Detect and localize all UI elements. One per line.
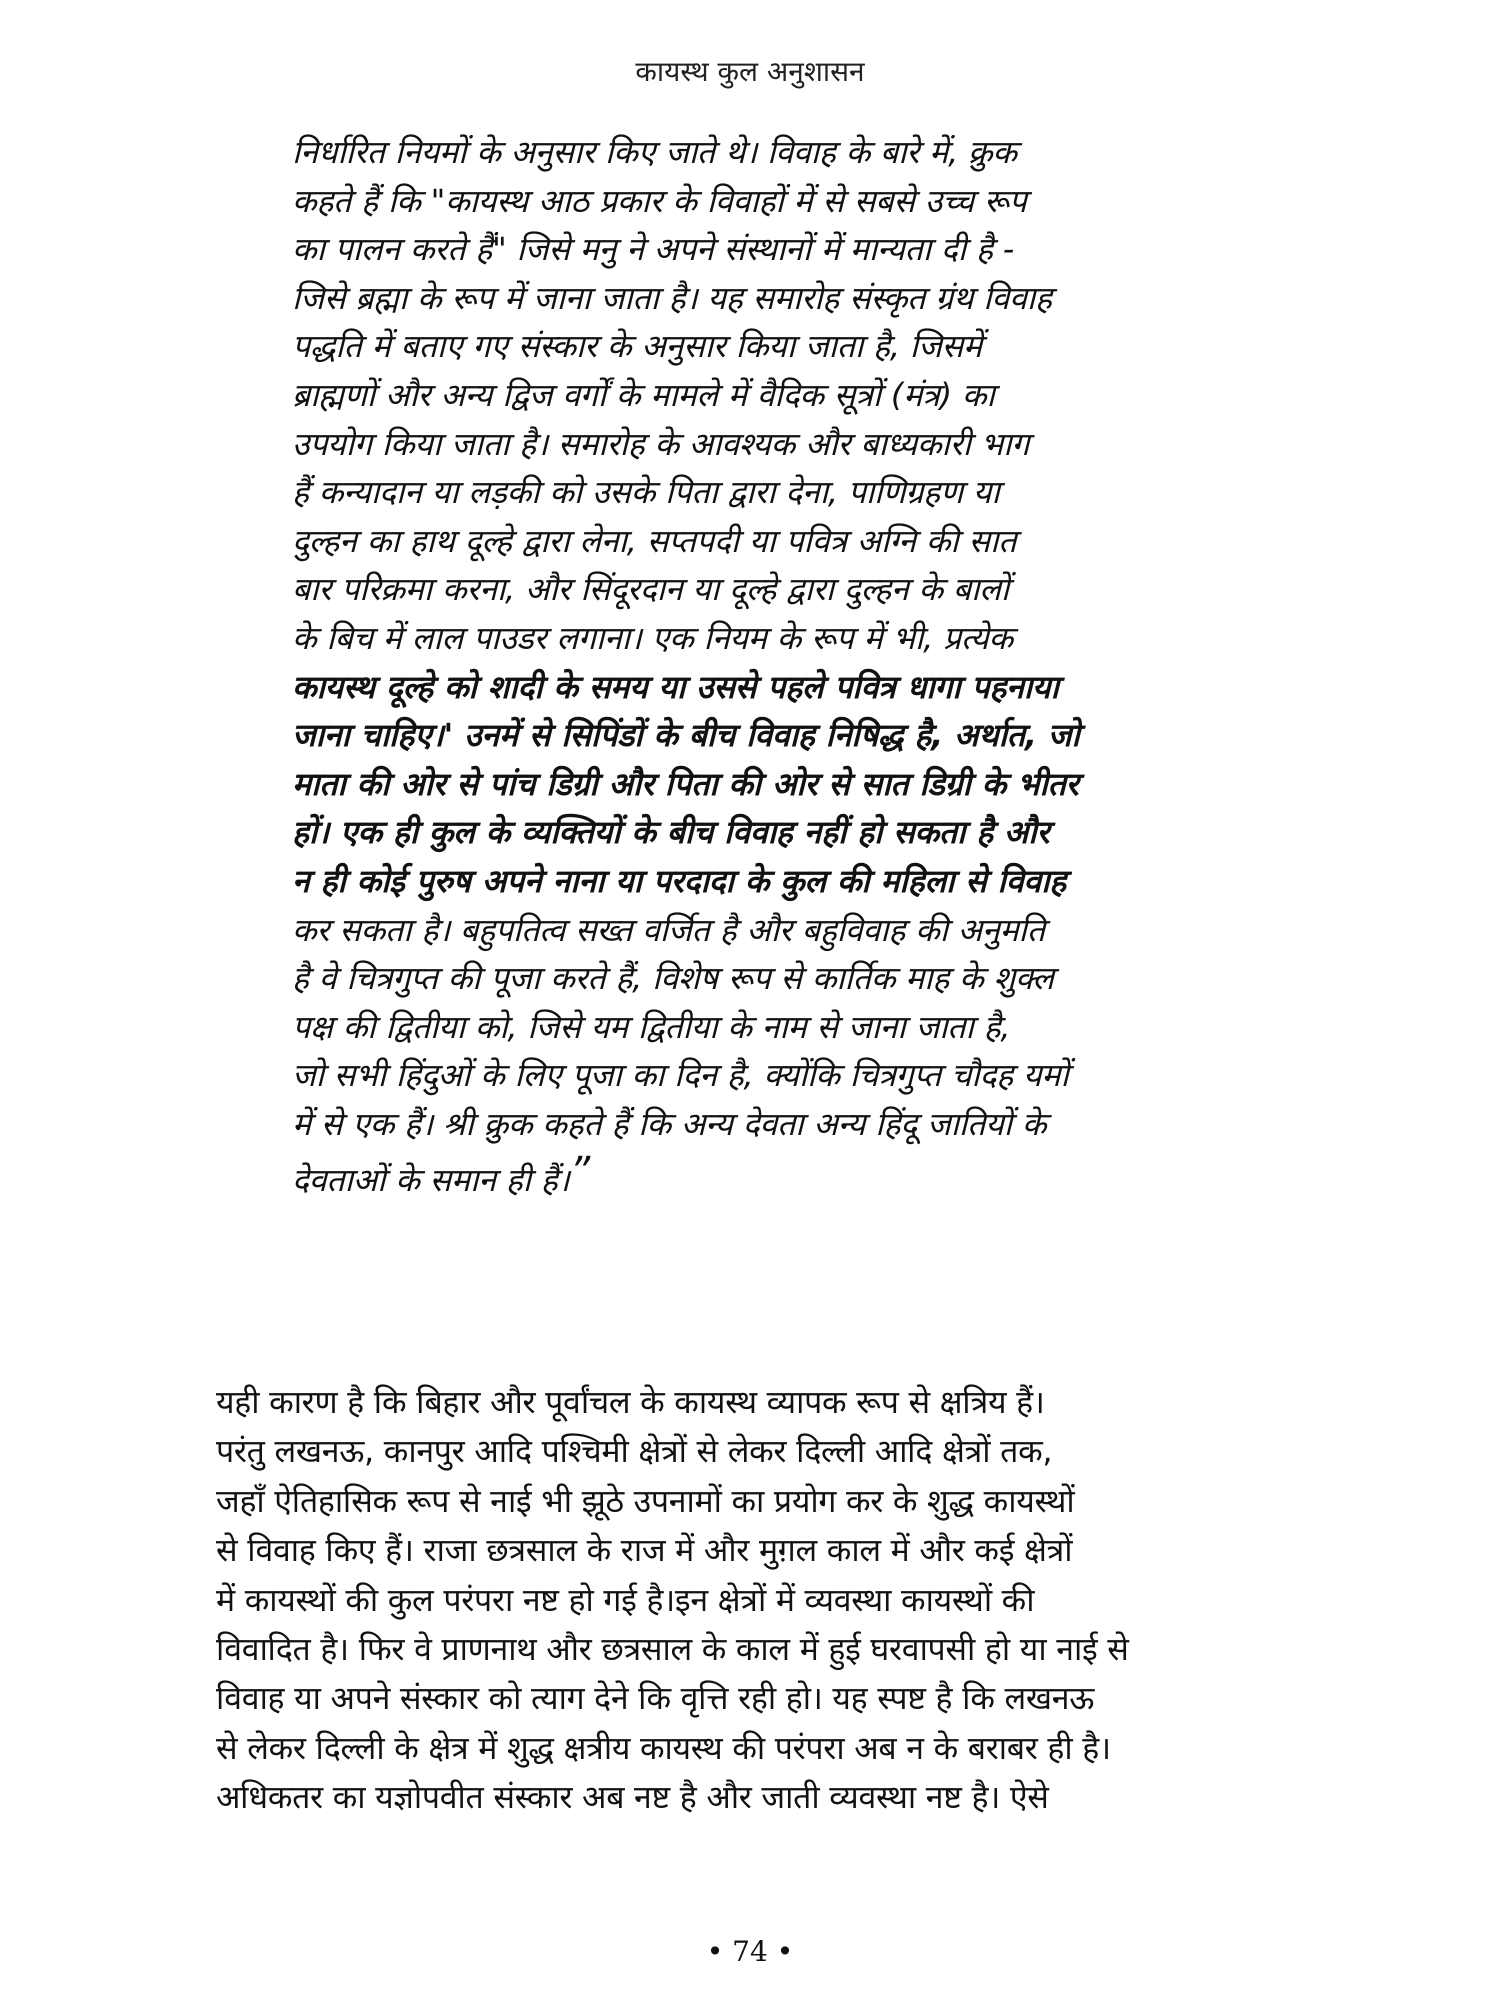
body-line: में कायस्थों की कुल परंपरा नष्ट हो गई है।इन क्षेत्रों में व्यवस्था कायस्थों की bbox=[216, 1580, 1035, 1619]
body-line: से विवाह किए हैं। राजा छत्रसाल के राज में और मुग़ल काल में और कई क्षेत्रों bbox=[216, 1531, 1073, 1570]
quote-line: ब्राह्मणों और अन्य द्विज वर्गों के मामले में वैदिक सूत्रों (मंत्र) का bbox=[292, 375, 995, 414]
quote-line: दुल्हन का हाथ दूल्हे द्वारा लेना, सप्तपदी या पवित्र अग्नि की सात bbox=[292, 521, 1017, 560]
quote-last-line bbox=[292, 1148, 1222, 1205]
body-line: से लेकर दिल्ली के क्षेत्र में शुद्ध क्षत्रीय कायस्थ की परंपरा अब न के बराबर ही है। bbox=[216, 1728, 1111, 1767]
quote-line: पक्ष की द्वितीया को, जिसे यम द्वितीया के नाम से जाना जाता है, bbox=[292, 1007, 1011, 1046]
quote-line: हों। एक ही कुल के व्यक्तियों के बीच विवाह नहीं हो सकता है और bbox=[292, 813, 1050, 852]
quote-line: बार परिक्रमा करना, और सिंदूरदान या दूल्हे द्वारा दुल्हन के बालों bbox=[292, 570, 1010, 609]
body-line: विवाह या अपने संस्कार को त्याग देने कि वृत्ति रही हो। यह स्पष्ट है कि लखनऊ bbox=[216, 1679, 1095, 1718]
quote-line: है वे चित्रगुप्त की पूजा करते हैं, विशेष रूप से कार्तिक माह के शुक्ल bbox=[292, 959, 1054, 998]
quote-line: कायस्थ दूल्हे को शादी के समय या उससे पहले पवित्र धागा पहनाया bbox=[292, 667, 1059, 706]
quote-line: का पालन करते हैं" जिसे मनु ने अपने संस्थानों में मान्यता दी है - bbox=[292, 230, 1015, 269]
body-paragraph bbox=[216, 1378, 1286, 1823]
quote-line: जो सभी हिंदुओं के लिए पूजा का दिन है, क्योंकि चित्रगुप्त चौदह यमों bbox=[292, 1056, 1069, 1095]
body-line: जहाँ ऐतिहासिक रूप से नाई भी झूठे उपनामों का प्रयोग कर के शुद्ध कायस्थों bbox=[216, 1481, 1075, 1520]
quote-line: में से एक हैं। श्री क्रुक कहते हैं कि अन्य देवता अन्य हिंदू जातियों के bbox=[292, 1104, 1047, 1143]
quote-last-line-text: देवताओं के समान ही हैं। bbox=[292, 1161, 570, 1200]
quote-line: न ही कोई पुरुष अपने नाना या परदादा के कुल की महिला से विवाह bbox=[292, 861, 1067, 900]
quote-line: जाना चाहिए।' उनमें से सिपिंडों के बीच विवाह निषिद्ध है, अर्थात, जो bbox=[292, 716, 1080, 755]
quote-line: निर्धारित नियमों के अनुसार किए जाते थे। विवाह के बारे में, क्रुक bbox=[292, 133, 1017, 171]
body-line: यही कारण है कि बिहार और पूर्वांचल के कायस्थ व्यापक रूप से क्षत्रिय हैं। bbox=[216, 1383, 1045, 1421]
quote-line: पद्धति में बताए गए संस्कार के अनुसार किया जाता है, जिसमें bbox=[292, 327, 982, 366]
quote-line: जिसे ब्रह्मा के रूप में जाना जाता है। यह समारोह संस्कृत ग्रंथ विवाह bbox=[292, 278, 1052, 317]
closing-quote-mark: ” bbox=[569, 1149, 591, 1196]
quote-line: माता की ओर से पांच डिग्री और पिता की ओर से सात डिग्री के भीतर bbox=[292, 764, 1079, 803]
page-number: • 74 • bbox=[706, 1935, 794, 1968]
body-line: परंतु लखनऊ, कानपुर आदि पश्चिमी क्षेत्रों से लेकर दिल्ली आदि क्षेत्रों तक, bbox=[216, 1432, 1053, 1471]
quote-line: हैं कन्यादान या लड़की को उसके पिता द्वारा देना, पाणिग्रहण या bbox=[292, 473, 1000, 512]
quote-line: के बिच में लाल पाउडर लगाना। एक नियम के रूप में भी, प्रत्येक bbox=[292, 618, 1013, 657]
block-quote bbox=[292, 128, 1222, 1205]
body-line: अधिकतर का यज्ञोपवीत संस्कार अब नष्ट है और जाती व्यवस्था नष्ट है। ऐसे bbox=[216, 1778, 1049, 1817]
quote-line: उपयोग किया जाता है। समारोह के आवश्यक और बाध्यकारी भाग bbox=[292, 424, 1030, 463]
quote-line: कर सकता है। बहुपतित्व सख्त वर्जित है और बहुविवाह की अनुमति bbox=[292, 910, 1045, 949]
quote-line: कहते हैं कि "कायस्थ आठ प्रकार के विवाहों में से सबसे उच्च रूप bbox=[292, 181, 1027, 220]
body-line: विवादित है। फिर वे प्राणनाथ और छत्रसाल के काल में हुई घरवापसी हो या नाई से bbox=[216, 1630, 1129, 1669]
running-header: कायस्थ कुल अनुशासन bbox=[635, 55, 865, 88]
